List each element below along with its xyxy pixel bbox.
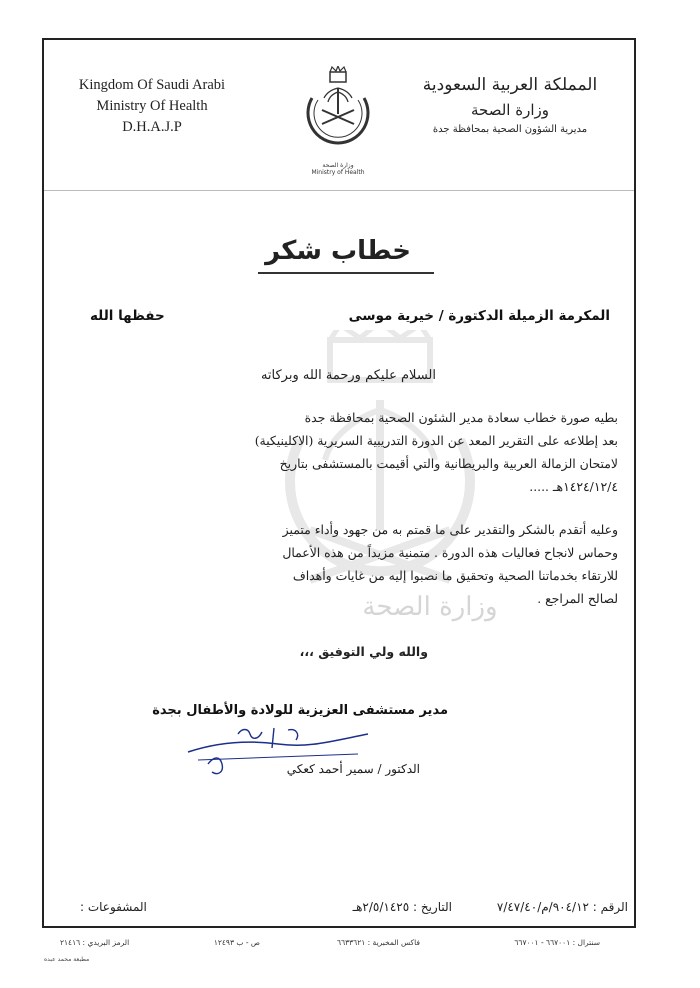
closing-line: والله ولي التوفيق ،،، (299, 644, 428, 659)
signatory-name: الدكتور / سمير أحمد كعكي (286, 762, 420, 776)
attachments-label: المشفوعات : (80, 900, 147, 914)
paragraph-line: وعليه أتقدم بالشكر والتقدير على ما قمتم به من جهود وأداء متميز (282, 522, 618, 537)
paragraph-line: لصالح المراجع . (537, 591, 618, 606)
kingdom-name-ar: المملكة العربية السعودية (422, 75, 598, 95)
ministry-name-ar: وزارة الصحة (471, 101, 549, 119)
paragraph-line: للارتقاء بخدماتنا الصحية وتحقيق ما نصبوا إليه من غايات وأهداف (292, 568, 618, 583)
addressee-name: المكرمة الزميلة الدكتورة / خيرية موسى (348, 308, 610, 324)
ministry-name-en: Ministry Of Health (96, 98, 208, 114)
addressee-line (90, 308, 610, 334)
title-underline (258, 272, 434, 274)
letter-title: خطاب شكر (265, 236, 411, 266)
footer-phone: سنترال : ٦٦٧٠٠١ - ٦٦٧٠٠١ (514, 938, 600, 947)
paragraph-line: لامتحان الزمالة العربية والبريطانية والتي أقيمت بالمستشفى بتاريخ (279, 456, 618, 471)
greeting: السلام عليكم ورحمة الله وبركاته (260, 368, 436, 383)
header-divider (44, 190, 634, 191)
arabic-letterhead (392, 72, 628, 138)
footer-fax: فاكس المخبرية : ٦٦٣٣٦٢١ (337, 938, 420, 947)
reference-date: التاريخ : ٢/٥/١٤٢٥هـ (352, 900, 452, 914)
paragraph-line: بطيه صورة خطاب سعادة مدير الشئون الصحية بمحافظة جدة (304, 410, 618, 425)
paragraph-line: وحماس لانجاح فعاليات هذه الدورة . متمنية مزيداً من هذه الأعمال (282, 545, 618, 560)
emblem-caption: وزارة الصحة Ministry of Health (311, 162, 365, 176)
reference-number: الرقم : ٩٠٤/١٢/م/٧/٤٧/٤٠ (496, 900, 628, 914)
directorate-code-en: D.H.A.J.P (122, 119, 182, 135)
paragraph-line: بعد إطلاعه على التقرير المعد عن الدورة التدريبية السريرية (الاكلينيكية) (254, 433, 618, 448)
body-paragraph-1 (78, 406, 618, 498)
footer-postal-code: الرمز البريدي : ٢١٤١٦ (60, 938, 130, 947)
signatory-title: مدير مستشفى العزيزية للولادة والأطفال بجدة (152, 703, 448, 718)
printer-note: مطبعة محمد عبده (44, 956, 90, 963)
footer-contacts (60, 938, 600, 952)
paragraph-line: ١٤٢٤/١٢/٤هـ ..... (529, 479, 618, 494)
english-letterhead (52, 75, 252, 138)
ministry-emblem-icon (296, 66, 380, 176)
honorific: حفظها الله (90, 308, 165, 324)
body-paragraph-2 (78, 518, 618, 610)
directorate-name-ar: مديرية الشؤون الصحية بمحافظة جدة (432, 124, 588, 135)
reference-line (80, 900, 628, 922)
footer-pobox: ص - ب ١٢٤٩٣ (213, 938, 260, 947)
watermark-text: وزارة الصحة (362, 592, 498, 622)
kingdom-name-en: Kingdom Of Saudi Arabi (78, 77, 226, 93)
